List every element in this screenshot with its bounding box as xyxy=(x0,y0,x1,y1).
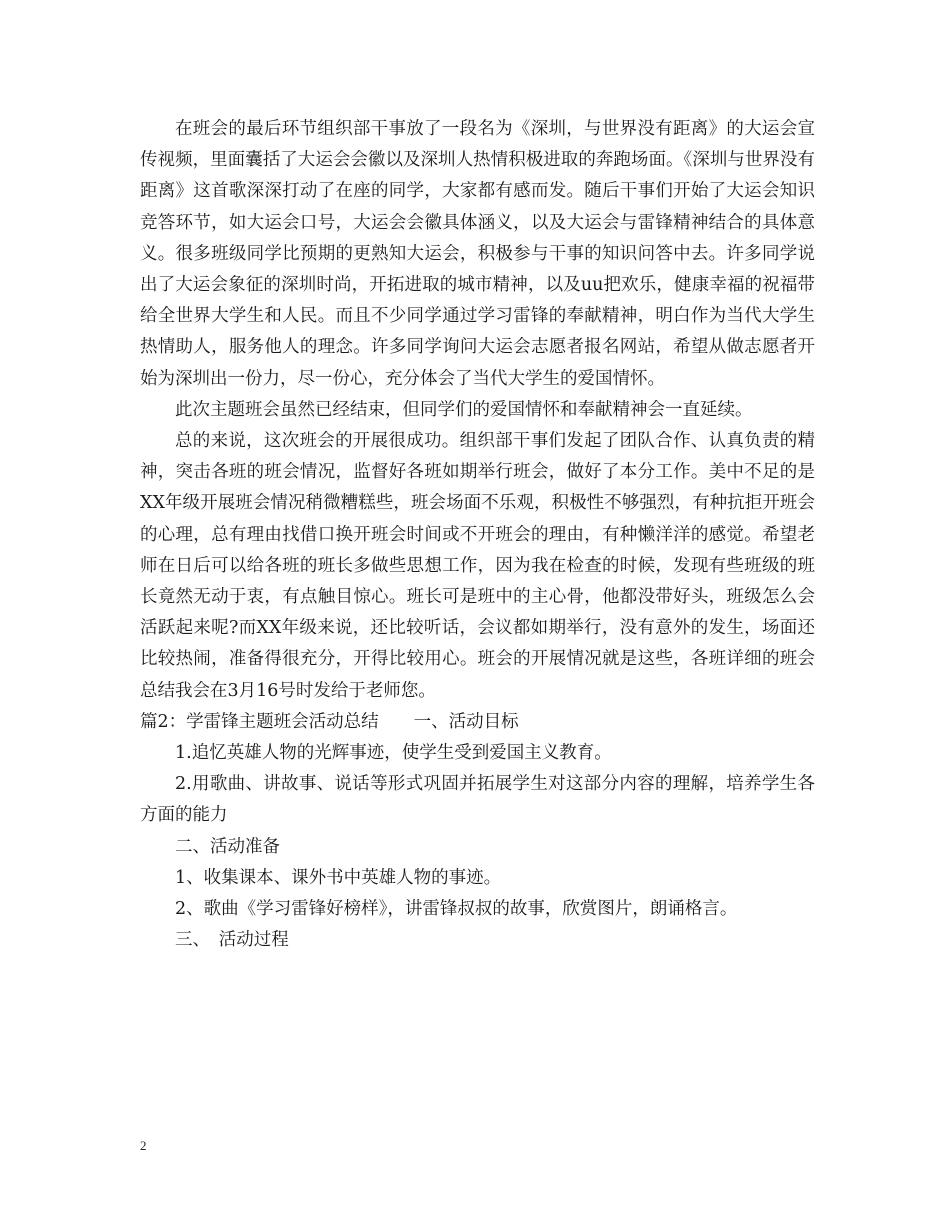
section-heading-part2: 篇2：学雷锋主题班会活动总结 一、活动目标 xyxy=(140,711,519,732)
paragraph-continuation: 此次主题班会虽然已经结束，但同学们的爱国情怀和奉献精神会一直延续。 xyxy=(175,399,753,420)
document-body xyxy=(140,114,815,956)
list-item-goal-2: 2.用歌曲、讲故事、说话等形式巩固并拓展学生对这部分内容的理解，培养学生各方面的能力 xyxy=(140,774,815,826)
list-item-goal-1: 1.追忆英雄人物的光辉事迹，使学生受到爱国主义教育。 xyxy=(175,743,612,764)
page-number: 2 xyxy=(140,1138,147,1153)
section-heading-process: 三、 活动过程 xyxy=(175,930,289,951)
list-item-prep-2: 2、歌曲《学习雷锋好榜样》，讲雷锋叔叔的故事，欣赏图片，朗诵格言。 xyxy=(175,899,738,920)
paragraph-video-quiz: 在班会的最后环节组织部干事放了一段名为《深圳，与世界没有距离》的大运会宣传视频，里面囊括了大运会会徽以及深圳人热情积极进取的奔跑场面。《深圳与世界没有距离》这首歌深深打动了在座的同学，大家都有感而发。随后干事们开始了大运会知识竞答环节，如大运会口号，大运会会徽具体涵义，以及大运会与雷锋精神结合的具体意义。很多班级同学比预期的更熟知大运会，积极参与干事的知识问答中去。许多同学说出了大运会象征的深圳时尚，开拓进取的城市精神，以及uu把欢乐，健康幸福的祝福带给全世界大学生和人民。而且不少同学通过学习雷锋的奉献精神，明白作为当代大学生热情助人，服务他人的理念。许多同学询问大运会志愿者报名网站，希望从做志愿者开始为深圳出一份力，尽一份心，充分体会了当代大学生的爱国情怀。 xyxy=(140,119,815,389)
list-item-prep-1: 1、收集课本、课外书中英雄人物的事迹。 xyxy=(175,867,502,888)
paragraph-summary: 总的来说，这次班会的开展很成功。组织部干事们发起了团队合作、认真负责的精神，突击各班的班会情况，监督好各班如期举行班会，做好了本分工作。美中不足的是XX年级开展班会情况稍微糟糕些，班会场面不乐观，积极性不够强烈，有种抗拒开班会的心理，总有理由找借口换开班会时间或不开班会的理由，有种懒洋洋的感觉。希望老师在日后可以给各班的班长多做些思想工作，因为我在检查的时候，发现有些班级的班长竟然无动于衷，有点触目惊心。班长可是班中的主心骨，他都没带好头，班级怎么会活跃起来呢?而XX年级来说，还比较听话，会议都如期举行，没有意外的发生，场面还比较热闹，准备得很充分，开得比较用心。班会的开展情况就是这些，各班详细的班会总结我会在3月16号时发给于老师您。 xyxy=(140,431,815,701)
section-heading-preparation: 二、活动准备 xyxy=(175,836,280,857)
